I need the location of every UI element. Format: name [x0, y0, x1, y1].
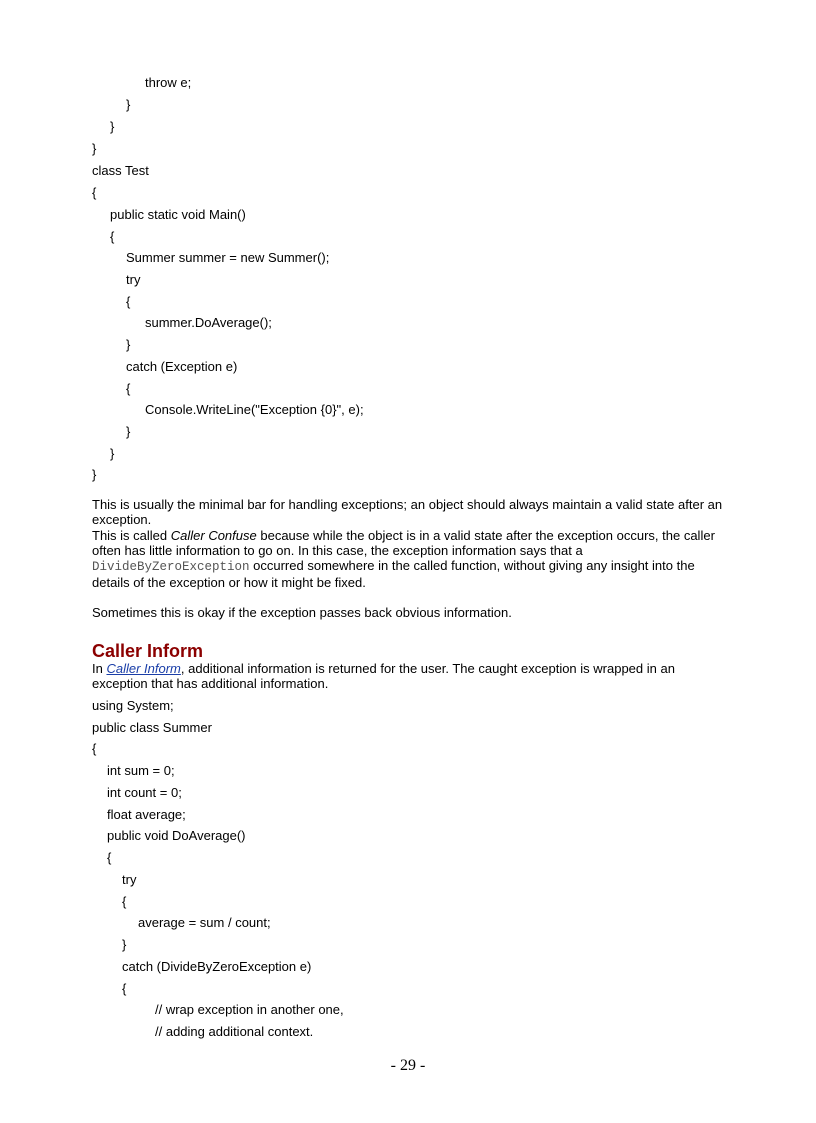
code-line: public class Summer: [92, 720, 212, 735]
inline-code: DivideByZeroException: [92, 560, 250, 574]
paragraph-sometimes-okay: Sometimes this is okay if the exception passes back obvious information.: [92, 605, 512, 620]
code-line: }: [110, 119, 115, 134]
paragraph-minimal-bar: This is usually the minimal bar for handling exceptions; an object should always maintain a valid state after an exception.: [92, 497, 723, 527]
code-line: Console.WriteLine("Exception {0}", e);: [145, 402, 364, 417]
code-line: }: [110, 446, 115, 461]
code-line: }: [92, 141, 97, 156]
code-line: }: [126, 337, 131, 352]
section-heading: Caller Inform: [92, 641, 204, 661]
code-line: }: [126, 424, 131, 439]
code-line: }: [126, 97, 131, 112]
code-line: int count = 0;: [107, 785, 182, 800]
code-line: }: [92, 467, 97, 482]
code-line: {: [92, 185, 97, 200]
code-line: {: [92, 741, 97, 756]
text: In: [92, 661, 107, 676]
page-number: - 29 -: [390, 1057, 426, 1074]
code-line: {: [107, 850, 112, 865]
code-line: average = sum / count;: [138, 915, 271, 930]
code-line: catch (Exception e): [126, 359, 238, 374]
code-line: try: [122, 872, 137, 887]
code-line: using System;: [92, 698, 174, 713]
text: occurred somewhere in the called function, without giving any insight into the details of the exception or how it might be fixed.: [92, 558, 695, 590]
code-line: catch (DivideByZeroException e): [122, 959, 312, 974]
code-line: }: [122, 937, 127, 952]
code-line: float average;: [107, 807, 186, 822]
text: because while the object is in a valid state after the exception occurs, the caller often has little information to go on. In this case, the exception information says that a: [92, 528, 715, 558]
code-line: {: [126, 381, 131, 396]
code-line: int sum = 0;: [107, 763, 175, 778]
code-line: Summer summer = new Summer();: [126, 250, 330, 265]
text: , additional information is returned for the user. The caught exception is wrapped in an exception that has additional information.: [92, 661, 675, 691]
text: This is called: [92, 528, 171, 543]
paragraph-caller-inform: [92, 661, 732, 691]
code-line: {: [126, 294, 131, 309]
term-caller-confuse: Caller Confuse: [170, 528, 257, 543]
code-line: {: [122, 981, 127, 996]
code-line: throw e;: [145, 75, 192, 90]
code-line: public static void Main(): [110, 207, 246, 222]
code-line: {: [122, 894, 127, 909]
paragraph-caller-confuse: [92, 528, 732, 590]
code-line: summer.DoAverage();: [145, 315, 272, 330]
code-line: try: [126, 272, 141, 287]
caller-inform-link[interactable]: Caller Inform: [106, 661, 181, 676]
code-line: {: [110, 229, 115, 244]
code-line: // adding additional context.: [155, 1024, 314, 1039]
code-line: // wrap exception in another one,: [155, 1002, 344, 1017]
code-line: class Test: [92, 163, 149, 178]
code-line: public void DoAverage(): [107, 828, 246, 843]
